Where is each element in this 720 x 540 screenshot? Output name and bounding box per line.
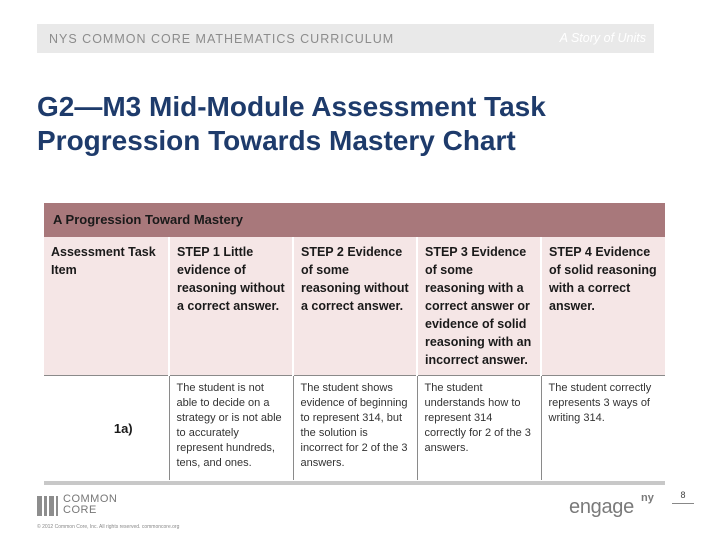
engageny-logo [569, 494, 664, 518]
engage-ny-superscript: ny [641, 492, 654, 504]
table-row [44, 376, 665, 480]
column-header-step-1: STEP 1 Little evidence of reasoning without a correct answer. [169, 237, 293, 376]
progression-table [44, 237, 665, 480]
table-header-row [44, 237, 665, 376]
logo-line-2: CORE [63, 504, 97, 516]
table-caption: A Progression Toward Mastery [44, 203, 665, 237]
page-title-line-2: Progression Towards Mastery Chart [37, 125, 516, 156]
column-header-step-4: STEP 4 Evidence of solid reasoning with a correct answer. [541, 237, 665, 376]
page-title [37, 90, 677, 158]
step-4-description: The student correctly represents 3 ways of writing 314. [541, 376, 665, 480]
table-bottom-shade [44, 481, 665, 485]
step-3-description: The student understands how to represent 314 correctly for 2 of the 3 answers. [417, 376, 541, 480]
task-item-label: 1a) [44, 376, 169, 480]
page-number-underline [672, 503, 694, 504]
logo-line-1: COMMON [63, 493, 118, 505]
step-2-description: The student shows evidence of beginning to represent 314, but the solution is incorrect for 2 of the 3 answers. [293, 376, 417, 480]
copyright-notice: © 2012 Common Core, Inc. All rights reserved. commoncore.org [37, 524, 180, 530]
mastery-table [44, 203, 665, 481]
step-1-description: The student is not able to decide on a strategy or is not able to accurately represent hundreds, tens, and ones. [169, 376, 293, 480]
curriculum-name: NYS COMMON CORE MATHEMATICS CURRICULUM [49, 32, 395, 46]
common-core-bars-icon [37, 496, 59, 516]
engage-wordmark: engage [569, 496, 634, 518]
column-header-step-2: STEP 2 Evidence of some reasoning without a correct answer. [293, 237, 417, 376]
column-header-step-3: STEP 3 Evidence of some reasoning with a correct answer or evidence of solid reasoning with an incorrect answer. [417, 237, 541, 376]
common-core-wordmark [63, 494, 117, 516]
column-header-task-item: Assessment Task Item [44, 237, 169, 376]
page-number: 8 [680, 490, 686, 500]
common-core-logo [37, 494, 137, 518]
page-title-line-1: G2—M3 Mid-Module Assessment Task [37, 91, 546, 122]
series-name: A Story of Units [559, 31, 646, 45]
curriculum-header-bar [37, 24, 654, 53]
